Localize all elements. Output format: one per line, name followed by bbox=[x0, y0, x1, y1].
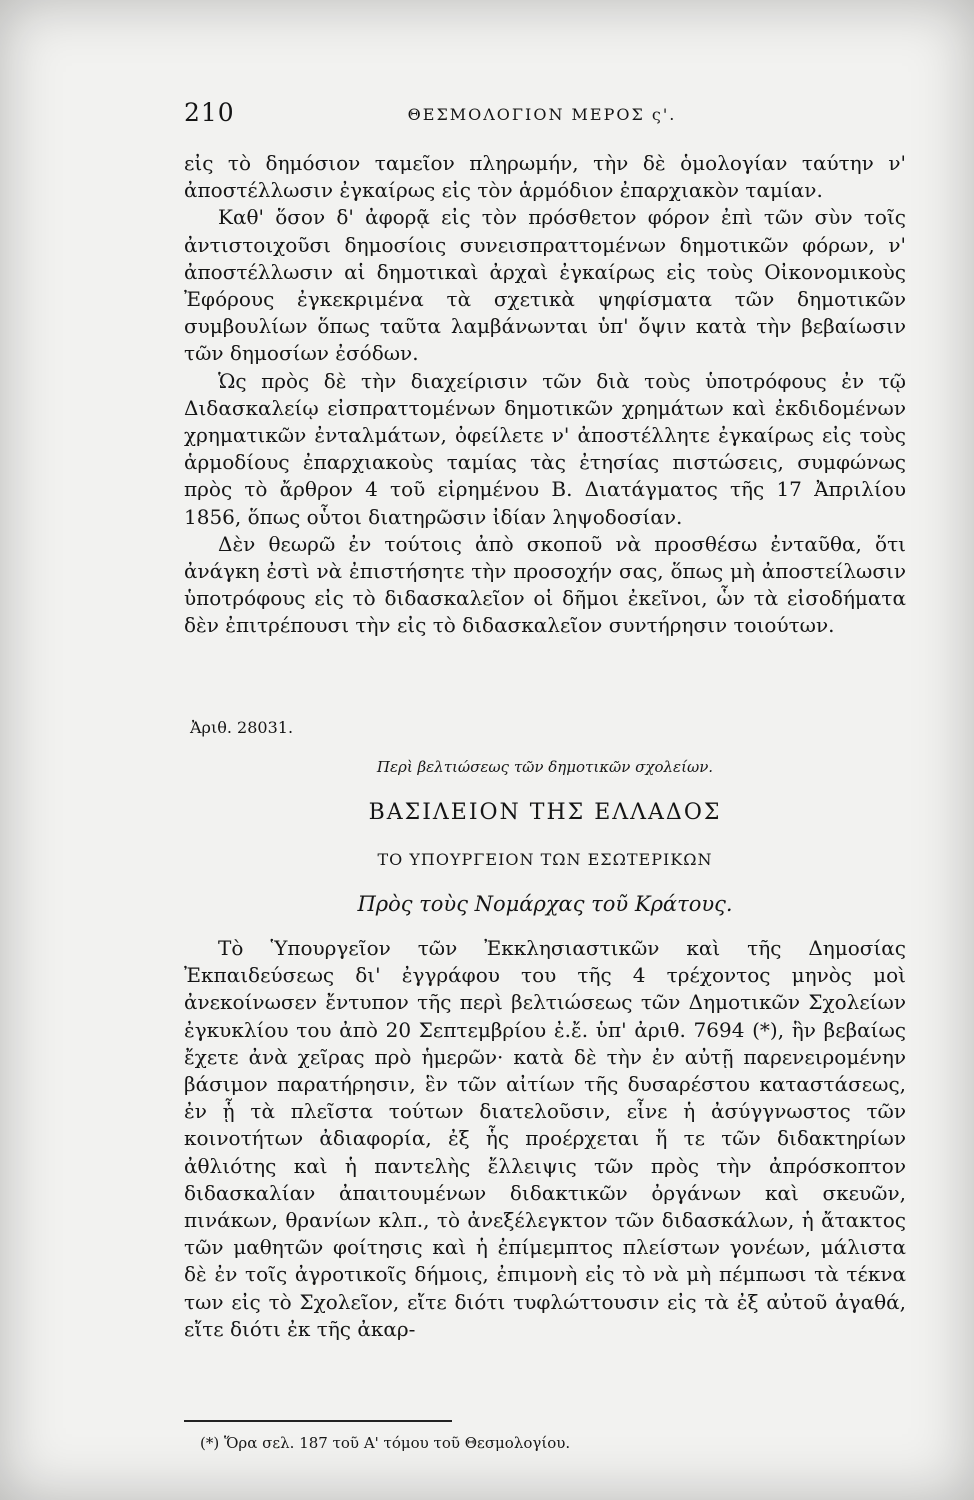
kingdom-heading: ΒΑΣΙΛΕΙΟΝ ΤΗΣ ΕΛΛΑΔΟΣ bbox=[368, 800, 722, 825]
circular-body bbox=[184, 935, 906, 1343]
paragraph-additional-tax: Καθ' ὅσον δ' ἀφορᾷ εἰς τὸν πρόσθετον φόρον ἐπὶ τῶν σὺν τοῖς ἀντιστοιχοῦσι δημοσίοις συνεισπραττομένων δημοτικῶν φόρων, ν' ἀποστέλλωσιν αἱ δημοτικαὶ ἀρχαὶ ἐγκαίρως εἰς τοὺς Οἰκονομικοὺς Ἐφόρους ἐγκεκριμένα τὰ σχετικὰ ψηφίσματα τῶν δημοτικῶν συμβουλίων ὅπως ταῦτα λαμβάνωνται ὑπ' ὄψιν κατὰ τὴν βεβαίωσιν τῶν δημοσίων ἐσόδων. bbox=[184, 205, 906, 366]
paragraph-scholarship-students: Δὲν θεωρῶ ἐν τούτοις ἀπὸ σκοποῦ νὰ προσθέσω ἐνταῦθα, ὅτι ἀνάγκη ἐστὶ νὰ ἐπιστήσητε τὴν προσοχήν σας, ὅπως μὴ ἀποστείλωσιν ὑποτρόφους εἰς τὸ διδασκαλεῖον οἱ δῆμοι ἐκεῖνοι, ὧν τὰ εἰσοδήματα δὲν ἐπιτρέπουσι τὴν εἰς τὸ διδασκαλεῖον συντήρησιν τοιούτων. bbox=[184, 531, 906, 638]
addressee-heading: Πρὸς τοὺς Νομάρχας τοῦ Κράτους. bbox=[357, 892, 733, 916]
page-number: 210 bbox=[184, 98, 235, 127]
body-text bbox=[184, 150, 906, 640]
circular-subject: Περὶ βελτιώσεως τῶν δημοτικῶν σχολείων. bbox=[376, 758, 714, 776]
paragraph-continuation: εἰς τὸ δημόσιον ταμεῖον πληρωμήν, τὴν δὲ ὁμολογίαν ταύτην ν' ἀποστέλλωσιν ἐγκαίρως εἰς τὸν ἁρμόδιον ἐπαρχιακὸν ταμίαν. bbox=[184, 151, 906, 203]
circular-paragraph: Τὸ Ὑπουργεῖον τῶν Ἐκκλησιαστικῶν καὶ τῆς Δημοσίας Ἐκπαιδεύσεως δι' ἐγγράφου του τῆς 4 τρέχοντος μηνὸς μοὶ ἀνεκοίνωσεν ἔντυπον τῆς περὶ βελτιώσεως τῶν Δημοτικῶν Σχολείων ἐγκυκλίου του ἀπὸ 20 Σεπτεμβρίου ἐ.ἔ. ὑπ' ἀριθ. 7694 (*), ἣν βεβαίως ἔχετε ἀνὰ χεῖρας πρὸ ἡμερῶν· κατὰ δὲ τὴν ἐν αὐτῇ παρενειρομένην βάσιμον παρατήρησιν, ἓν τῶν αἰτίων τῆς δυσαρέστου καταστάσεως, ἐν ᾗ τὰ πλεῖστα τούτων διατελοῦσιν, εἶνε ἡ ἀσύγγνωστος τῶν κοινοτήτων ἀδιαφορία, ἐξ ἧς προέρχεται ἥ τε τῶν διδακτηρίων ἀθλιότης καὶ ἡ παντελὴς ἔλλειψις τῶν πρὸς τὴν ἀπρόσκοπτον διδασκαλίαν ἀπαιτουμένων διδακτικῶν ὀργάνων καὶ σκευῶν, πινάκων, θρανίων κλπ., τὸ ἀνεξέλεγκτον τῶν διδασκάλων, ἡ ἄτακτος τῶν μαθητῶν φοίτησις καὶ ἡ ἐπίμεμπτος πλείστων γονέων, μάλιστα δὲ ἐν τοῖς ἀγροτικοῖς δήμοις, ἐπιμονὴ εἰς τὸ νὰ μὴ πέμπωσι τὰ τέκνα των εἰς τὸ Σχολεῖον, εἴτε διότι τυφλώττουσιν εἰς τὰ ἐξ αὐτοῦ ἀγαθά, εἴτε διότι ἐκ τῆς ἀκαρ- bbox=[184, 936, 906, 1341]
running-title: ΘΕΣΜΟΛΟΓΙΟΝ ΜΕΡΟΣ ς'. bbox=[407, 105, 677, 124]
running-head bbox=[184, 98, 900, 132]
reference-number: Ἀριθ. 28031. bbox=[190, 718, 294, 737]
footnote-divider bbox=[184, 1420, 452, 1422]
ministry-heading: ΤΟ ΥΠΟΥΡΓΕΙΟΝ ΤΩΝ ΕΣΩΤΕΡΙΚΩΝ bbox=[377, 850, 713, 869]
paragraph-teachers-college: Ὡς πρὸς δὲ τὴν διαχείρισιν τῶν διὰ τοὺς ὑποτρόφους ἐν τῷ Διδασκαλείῳ εἰσπραττομένων δημοτικῶν χρημάτων καὶ ἐκδιδομένων χρηματικῶν ἐνταλμάτων, ὀφείλετε ν' ἀποστέλλητε ἐγκαίρως εἰς τοὺς ἁρμοδίους ἐπαρχιακοὺς ταμίας τὰς ἐτησίας πιστώσεις, συμφώνως πρὸς τὸ ἄρθρον 4 τοῦ εἰρημένου Β. Διατάγματος τῆς 17 Ἀπριλίου 1856, ὅπως οὗτοι διατηρῶσιν ἰδίαν ληψοδοσίαν. bbox=[184, 368, 906, 529]
footnote: (*) Ὅρα σελ. 187 τοῦ Α' τόμου τοῦ Θεσμολογίου. bbox=[200, 1434, 571, 1452]
